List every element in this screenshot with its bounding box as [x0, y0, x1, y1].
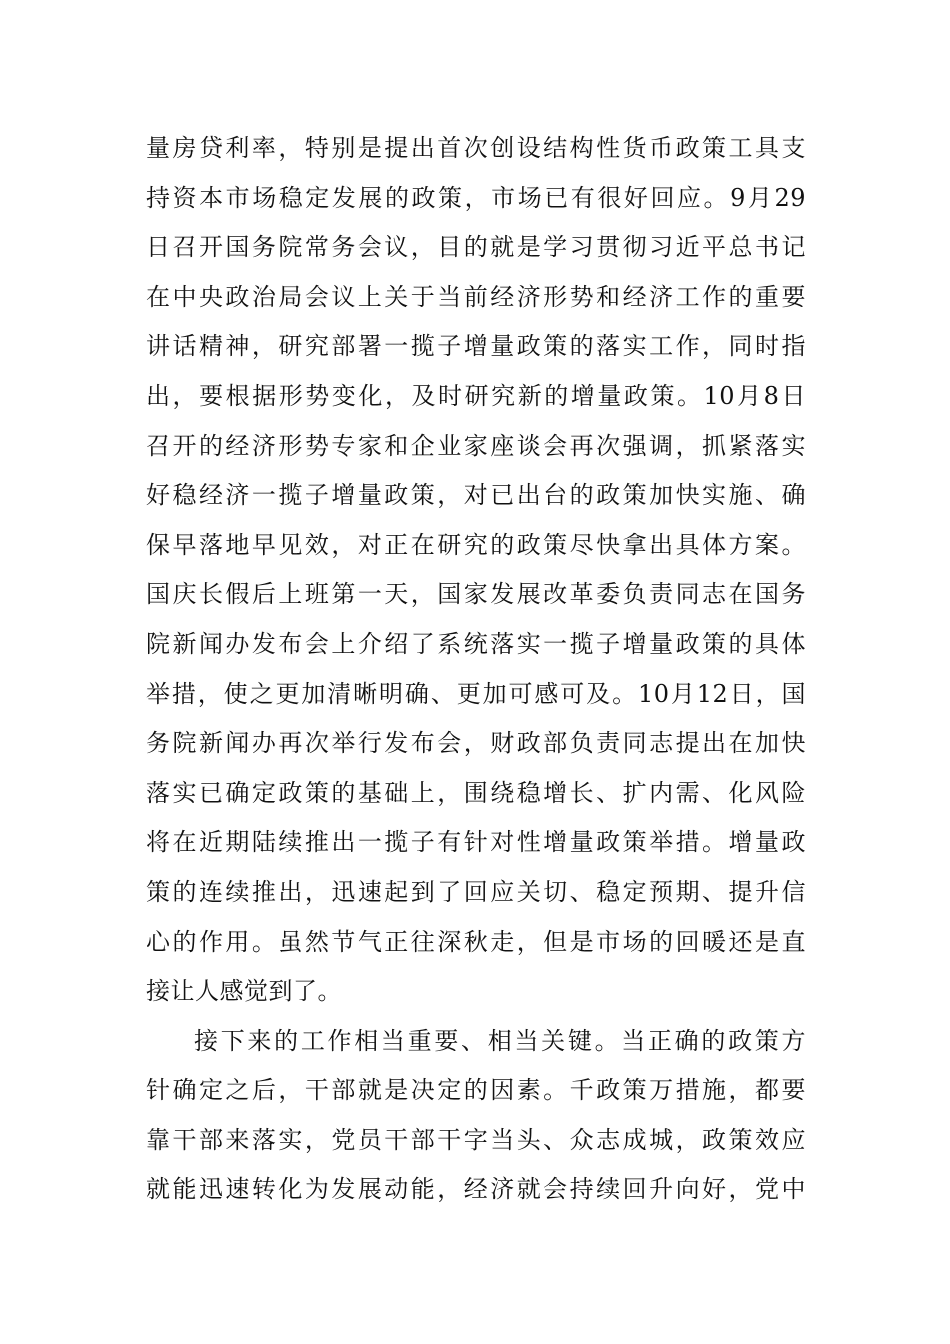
- text-line: 日召开国务院常务会议，目的就是学习贯彻习近平总书记: [146, 233, 806, 262]
- text-line: 将在近期陆续推出一揽子有针对性增量政策举措。增量政: [146, 828, 806, 857]
- text-line: 落实已确定政策的基础上，围绕稳增长、扩内需、化风险: [146, 778, 806, 807]
- text-line: 召开的经济形势专家和企业家座谈会再次强调，抓紧落实: [146, 431, 806, 460]
- text-line: 量房贷利率，特别是提出首次创设结构性货币政策工具支: [146, 134, 806, 162]
- text-line: 就能迅速转化为发展动能，经济就会持续回升向好，党中: [146, 1175, 806, 1204]
- text-line: 针确定之后，干部就是决定的因素。千政策万措施，都要: [146, 1076, 806, 1105]
- text-line: 持资本市场稳定发展的政策，市场已有很好回应。9月29: [146, 183, 806, 212]
- text-line: 国庆长假后上班第一天，国家发展改革委负责同志在国务: [146, 580, 806, 609]
- text-line: 举措，使之更加清晰明确、更加可感可及。10月12日，国: [146, 679, 806, 708]
- text-line: 院新闻办发布会上介绍了系统落实一揽子增量政策的具体: [146, 629, 806, 658]
- paragraph-end-line: 接让人感觉到了。: [146, 977, 342, 1006]
- text-line: 保早落地早见效，对正在研究的政策尽快拿出具体方案。: [146, 530, 806, 559]
- text-line: 好稳经济一揽子增量政策，对已出台的政策加快实施、确: [146, 481, 806, 510]
- text-line: 出，要根据形势变化，及时研究新的增量政策。10月8日: [146, 381, 806, 410]
- text-line: 在中央政治局会议上关于当前经济形势和经济工作的重要: [146, 282, 806, 311]
- text-line: 靠干部来落实，党员干部干字当头、众志成城，政策效应: [146, 1125, 806, 1154]
- text-line: 务院新闻办再次举行发布会，财政部负责同志提出在加快: [146, 729, 806, 758]
- body-text: [146, 124, 806, 1215]
- paragraph-start-line: 接下来的工作相当重要、相当关键。当正确的政策方: [194, 1026, 806, 1055]
- text-line: 策的连续推出，迅速起到了回应关切、稳定预期、提升信: [146, 877, 806, 906]
- text-line: 心的作用。虽然节气正往深秋走，但是市场的回暖还是直: [146, 927, 806, 956]
- text-line: 讲话精神，研究部署一揽子增量政策的落实工作，同时指: [146, 332, 806, 361]
